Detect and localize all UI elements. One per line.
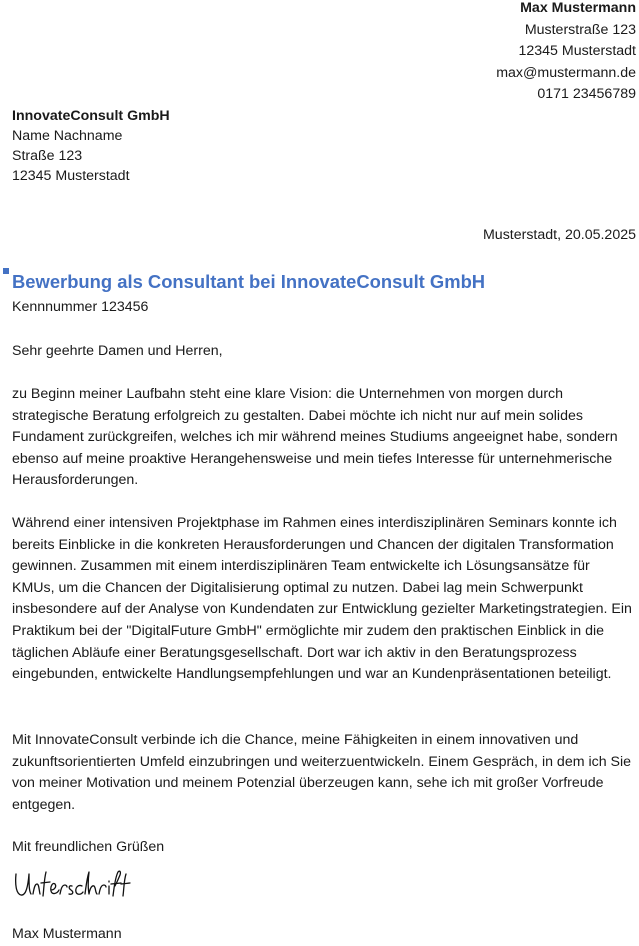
closing-phrase: Mit freundlichen Grüßen — [12, 839, 165, 855]
salutation: Sehr geehrte Damen und Herren, — [12, 343, 223, 359]
sender-name: Max Mustermann — [520, 0, 636, 16]
subject-marker — [3, 268, 9, 274]
recipient-street: Straße 123 — [12, 148, 83, 164]
letter-subject: Bewerbung als Consultant bei InnovateConsult GmbH — [12, 271, 486, 292]
sender-address — [496, 0, 636, 106]
signature-image — [12, 866, 132, 904]
recipient-address — [12, 106, 170, 186]
body-paragraph-3: Mit InnovateConsult verbinde ich die Chance, meine Fähigkeiten in einem innovativen und zukunftsorientierten Umfeld einzubringen und weiterzuentwickeln. Einem Gespräch, in dem ich Sie von meiner Motivation und meinem Potenzial überzeugen kann, sehe ich mit großer Vorfreude entgegen. — [12, 732, 632, 813]
recipient-contact: Name Nachname — [12, 128, 123, 144]
sender-city: 12345 Musterstadt — [518, 43, 636, 60]
recipient-company: InnovateConsult GmbH — [12, 108, 170, 124]
recipient-city: 12345 Musterstadt — [12, 168, 130, 184]
sender-email: max@mustermann.de — [496, 64, 636, 81]
signer-name: Max Mustermann — [12, 926, 122, 942]
reference-number: Kennnummer 123456 — [12, 299, 149, 315]
sender-phone: 0171 23456789 — [537, 86, 636, 103]
letter-date: Musterstadt, 20.05.2025 — [482, 227, 636, 243]
body-paragraph-1: zu Beginn meiner Laufbahn steht eine klare Vision: die Unternehmen von morgen durch strategische Beratung erfolgreich zu gestalten. Dabei möchte ich nicht nur auf mein solides Fundament zurückgreifen, welches ich mir während meines Studiums angeeignet habe, sondern ebenso auf meine proaktive Herangehensweise und mein tiefes Interesse für unternehmerische Herausforderungen. — [12, 386, 618, 489]
body-paragraph-2: Während einer intensiven Projektphase im Rahmen eines interdisziplinären Seminars konnte ich bereits Einblicke in die konkreten Herausforderungen und Chancen der digitalen Transformation gewinnen. Zusammen mit einem interdisziplinären Team entwickelte ich Lösungsansätze für KMUs, um die Chancen der Digitalisierung optimal zu nutzen. Dabei lag mein Schwerpunkt insbesondere auf der Analyse von Kundendaten zur Entwicklung gezielter Marketingstrategien. Ein Praktikum bei der "DigitalFuture GmbH" ermöglichte mir zudem den praktischen Einblick in die täglichen Abläufe einer Beratungsgesellschaft. Dort war ich aktiv in den Beratungsprozess eingebunden, entwickelte Handlungsempfehlungen und war an Kundenpräsentationen beteiligt. — [12, 515, 632, 683]
sender-street: Musterstraße 123 — [524, 21, 636, 38]
